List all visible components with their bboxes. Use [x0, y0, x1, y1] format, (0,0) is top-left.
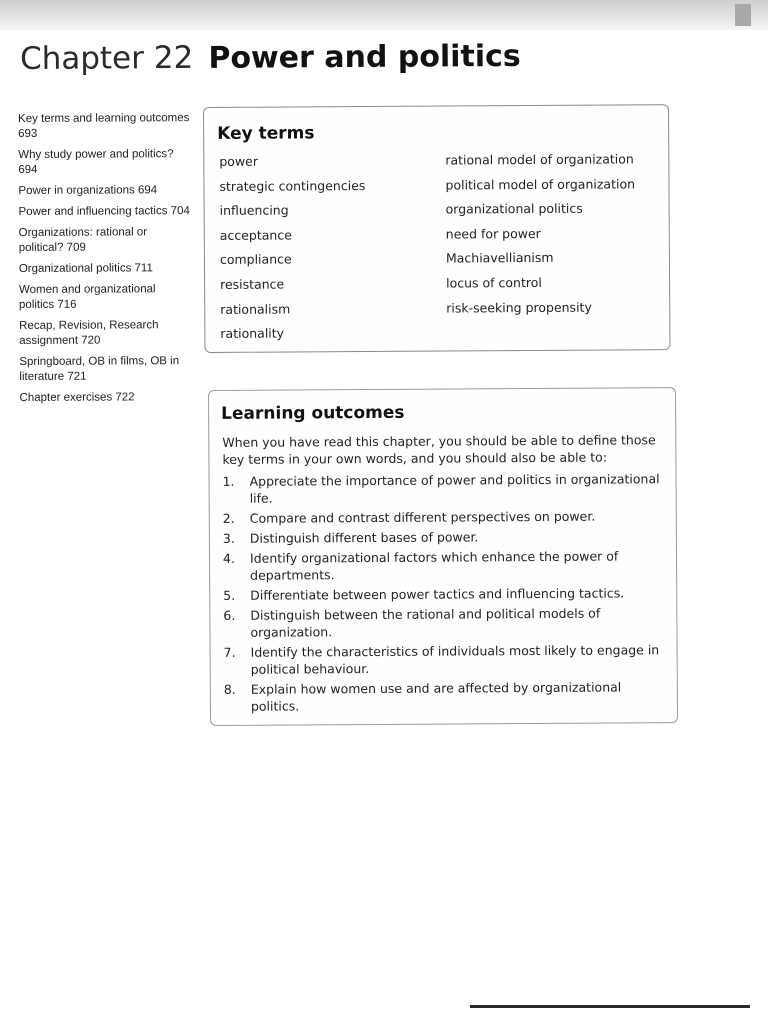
outcome-number: 5.	[223, 587, 236, 603]
key-term: strategic contingencies	[219, 177, 366, 194]
outcome-number: 1.	[222, 473, 235, 489]
chapter-contents-list	[18, 111, 192, 412]
key-term: resistance	[220, 276, 285, 292]
outcome-text: Distinguish between the rational and political models of organization.	[250, 605, 601, 640]
key-term: need for power	[445, 225, 541, 242]
toc-item-influencing-tactics: Power and influencing tactics 704	[18, 205, 190, 218]
learning-outcomes-list	[223, 470, 668, 718]
learning-outcome-item	[223, 527, 667, 547]
key-term: acceptance	[219, 227, 292, 243]
outcome-text: Compare and contrast different perspectives on power.	[249, 508, 596, 526]
key-terms-right-column	[445, 151, 636, 324]
learning-outcomes-box	[208, 387, 678, 726]
learning-outcome-item	[223, 507, 667, 527]
key-terms-left-column	[219, 153, 366, 351]
scan-top-edge	[0, 0, 768, 30]
toc-item-women-politics: Women and organizational politics 716	[18, 283, 156, 311]
outcome-text: Differentiate between power tactics and influencing tactics.	[250, 585, 625, 603]
learning-outcomes-heading: Learning outcomes	[221, 402, 405, 424]
toc-item-exercises: Chapter exercises 722	[19, 391, 135, 404]
chapter-number-label: Chapter 22	[19, 39, 194, 77]
chapter-title	[20, 39, 521, 75]
toc-item-rational-or-political: Organizations: rational or political? 709	[18, 226, 148, 254]
key-term: compliance	[219, 251, 292, 268]
outcome-text: Explain how women use and are affected by organizational politics.	[250, 679, 622, 714]
key-terms-box	[203, 104, 670, 353]
learning-outcome-item	[223, 470, 667, 507]
toc-item-key-terms: Key terms and learning outcomes 693	[18, 112, 190, 140]
learning-outcome-item	[224, 678, 668, 715]
key-term: locus of control	[446, 274, 542, 291]
outcome-number: 6.	[223, 607, 236, 623]
learning-outcome-item	[224, 641, 668, 678]
key-term: risk-seeking propensity	[446, 299, 592, 316]
outcome-text: Identify organizational factors which enhance the power of departments.	[249, 548, 619, 583]
outcome-number: 2.	[222, 510, 235, 526]
scan-corner-shadow	[735, 4, 751, 26]
key-term: Machiavellianism	[445, 250, 554, 266]
learning-outcome-item	[223, 547, 667, 584]
key-term: political model of organization	[445, 175, 636, 193]
key-terms-heading: Key terms	[217, 123, 315, 144]
toc-item-power-in-organizations: Power in organizations 694	[18, 184, 158, 197]
key-term: rationality	[220, 325, 285, 342]
outcome-number: 4.	[222, 550, 236, 566]
key-term: rationalism	[220, 301, 291, 317]
key-term: organizational politics	[445, 200, 583, 217]
outcome-number: 3.	[222, 530, 235, 546]
chapter-name: Power and politics	[208, 38, 521, 76]
key-term: influencing	[219, 202, 289, 219]
toc-item-springboard: Springboard, OB in films, OB in literature 721	[19, 355, 180, 383]
outcome-number: 8.	[223, 681, 236, 697]
outcome-text: Distinguish different bases of power.	[249, 529, 479, 546]
outcome-text: Identify the characteristics of individuals most likely to engage in political behaviour.	[250, 642, 660, 677]
toc-item-recap: Recap, Revision, Research assignment 720	[19, 319, 159, 347]
outcome-text: Appreciate the importance of power and politics in organizational life.	[249, 471, 660, 506]
learning-outcomes-intro: When you have read this chapter, you should be able to define those key terms in your own words, and you should also be able to:	[222, 432, 656, 467]
learning-outcome-item	[223, 584, 667, 604]
key-term: power	[219, 153, 259, 169]
learning-outcome-item	[223, 604, 667, 641]
toc-item-why-study: Why study power and politics? 694	[18, 148, 174, 176]
toc-item-organizational-politics: Organizational politics 711	[18, 262, 153, 275]
scan-bottom-rule	[470, 1005, 750, 1008]
key-term: rational model of organization	[445, 151, 634, 168]
outcome-number: 7.	[223, 644, 236, 660]
